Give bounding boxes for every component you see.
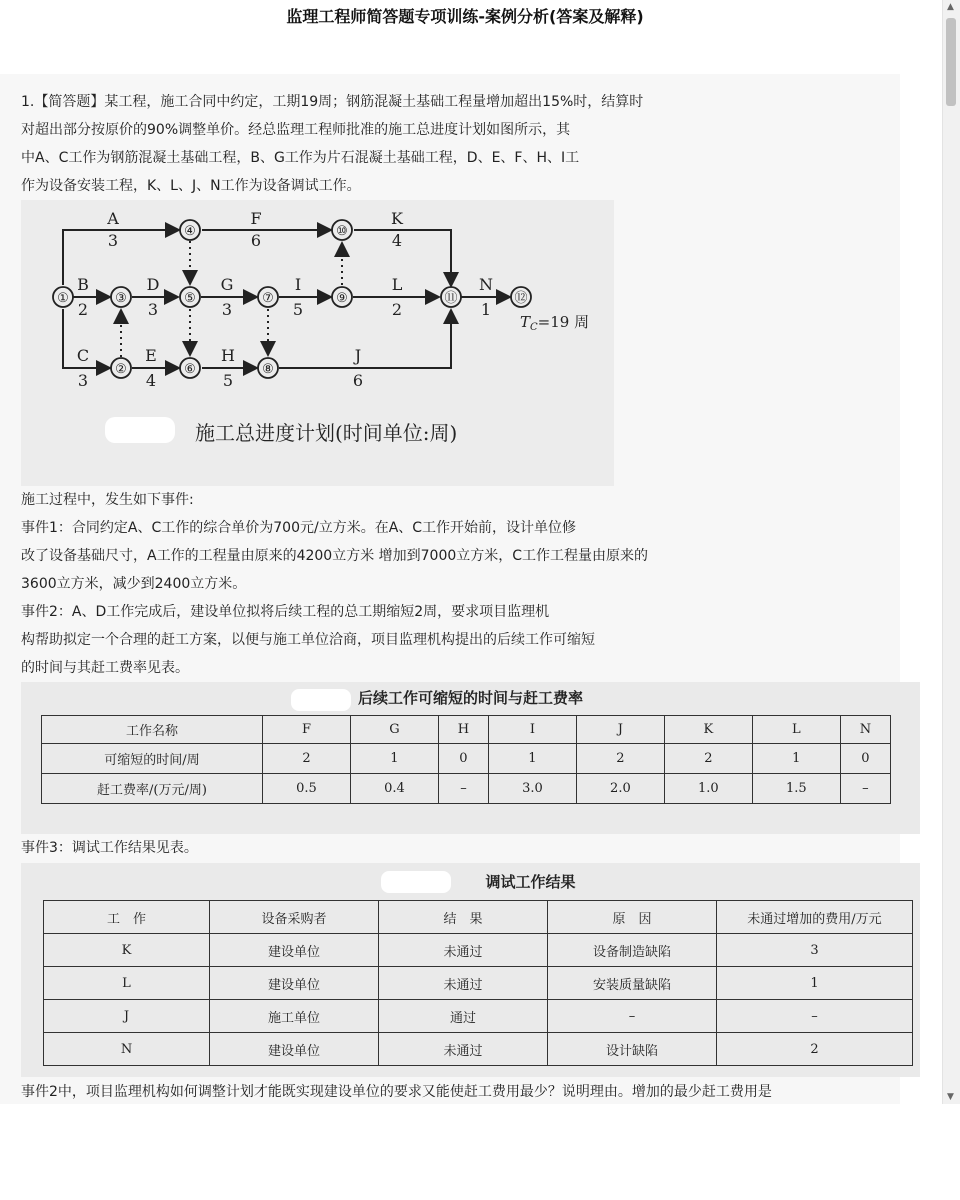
table-cell: 0 xyxy=(840,744,890,774)
crash-cost-table xyxy=(41,715,891,804)
table-cell: 建设单位 xyxy=(210,1033,379,1066)
table-cell: N xyxy=(44,1033,210,1066)
scroll-down-arrow-icon[interactable]: ▼ xyxy=(947,1092,954,1102)
table-cell: 2.0 xyxy=(576,774,664,804)
node-label: ⑦ xyxy=(262,291,274,306)
activity-name: E xyxy=(145,346,157,365)
table-cell: 1.0 xyxy=(664,774,752,804)
table-cell: K xyxy=(44,934,210,967)
table-cell: 1 xyxy=(752,744,840,774)
table-cell: N xyxy=(840,716,890,744)
table-cell: 通过 xyxy=(379,1000,548,1033)
table-cell: F xyxy=(263,716,351,744)
events-line: 事件1：合同约定A、C工作的综合单价为700元/立方米。在A、C工作开始前，设计单位修 xyxy=(21,520,577,536)
activity-name: D xyxy=(146,275,160,294)
table-cell: 2 xyxy=(263,744,351,774)
activity-name: C xyxy=(76,346,90,365)
table-header-cell: 结 果 xyxy=(379,901,548,934)
table-cell: G xyxy=(350,716,438,744)
table-cell: 0 xyxy=(438,744,488,774)
table-cell: H xyxy=(438,716,488,744)
table-cell: – xyxy=(548,1000,717,1033)
vertical-scrollbar[interactable] xyxy=(942,0,960,1104)
events-line: 事件2：A、D工作完成后，建设单位拟将后续工程的总工期缩短2周，要求项目监理机 xyxy=(21,604,550,620)
activity-duration: 4 xyxy=(391,231,403,250)
activity-duration: 5 xyxy=(292,300,304,319)
table-cell: J xyxy=(44,1000,210,1033)
activity-duration: 6 xyxy=(250,231,262,250)
question-prompt-line: 事件2中，项目监理机构如何调整计划才能既实现建设单位的要求又能使赶工费用最少？说明理由。增加的最少赶工费用是 xyxy=(21,1084,772,1100)
activity-name: L xyxy=(391,275,403,294)
activity-duration: 2 xyxy=(77,300,89,319)
table-cell: L xyxy=(44,967,210,1000)
network-diagram-svg xyxy=(21,200,614,486)
node-label: ③ xyxy=(115,291,127,306)
table-cell: 1 xyxy=(350,744,438,774)
table-cell: 0.4 xyxy=(350,774,438,804)
crash-cost-table-figure xyxy=(21,682,920,834)
node-label: ① xyxy=(57,291,69,306)
table-cell: – xyxy=(438,774,488,804)
table-cell: L xyxy=(752,716,840,744)
table-cell: 赶工费率/(万元/周) xyxy=(42,774,263,804)
table-cell: – xyxy=(840,774,890,804)
table-cell: 未通过 xyxy=(379,967,548,1000)
events-line: 的时间与其赶工费率见表。 xyxy=(21,660,189,676)
activity-name: K xyxy=(391,209,403,228)
activity-name: G xyxy=(220,275,234,294)
activity-duration: 6 xyxy=(352,371,364,390)
node-label: ⑪ xyxy=(444,291,458,306)
node-label: ② xyxy=(115,362,127,377)
table-cell: 2 xyxy=(576,744,664,774)
table-cell: – xyxy=(717,1000,913,1033)
table-cell: J xyxy=(576,716,664,744)
question-line: 1.【简答题】某工程，施工合同中约定，工期19周；钢筋混凝土基础工程量增加超出15%时，结算时 xyxy=(21,94,644,110)
table-title: 后续工作可缩短的时间与赶工费率 xyxy=(357,689,583,707)
commissioning-table xyxy=(43,900,913,1066)
table-cell: I xyxy=(488,716,576,744)
table-cell: 2 xyxy=(717,1033,913,1066)
activity-duration: 3 xyxy=(147,300,159,319)
activity-name: H xyxy=(221,346,235,365)
table-cell: 工作名称 xyxy=(42,716,263,744)
table-cell: 未通过 xyxy=(379,1033,548,1066)
activity-name: B xyxy=(77,275,89,294)
question-line: 对超出部分按原价的90%调整单价。经总监理工程师批准的施工总进度计划如图所示，其 xyxy=(21,122,571,138)
table-header-cell: 设备采购者 xyxy=(210,901,379,934)
table-title: 调试工作结果 xyxy=(485,873,576,891)
events-line: 施工过程中，发生如下事件: xyxy=(21,492,194,508)
events-line: 3600立方米，减少到2400立方米。 xyxy=(21,576,247,592)
table-cell: 建设单位 xyxy=(210,934,379,967)
table-cell: K xyxy=(664,716,752,744)
activity-duration: 3 xyxy=(107,231,119,250)
diagram-caption: 施工总进度计划(时间单位:周) xyxy=(195,421,458,445)
arrow-K xyxy=(354,230,451,286)
activity-duration: 3 xyxy=(221,300,233,319)
table-cell: 建设单位 xyxy=(210,967,379,1000)
question-content xyxy=(0,74,900,1104)
activity-name: J xyxy=(354,346,362,365)
table-cell: 未通过 xyxy=(379,934,548,967)
arrow-J xyxy=(279,310,451,368)
network-diagram xyxy=(21,200,614,486)
question-line: 中A、C工作为钢筋混凝土基础工程，B、G工作为片石混凝土基础工程，D、E、F、H、I工 xyxy=(21,150,580,166)
node-label: ⑤ xyxy=(184,291,196,306)
node-label: ⑥ xyxy=(184,362,196,377)
activity-duration: 2 xyxy=(391,300,403,319)
table-cell: 2 xyxy=(664,744,752,774)
activity-name: A xyxy=(107,209,119,228)
table-cell: 1 xyxy=(717,967,913,1000)
node-label: ④ xyxy=(184,224,196,239)
question-line: 作为设备安装工程，K、L、J、N工作为设备调试工作。 xyxy=(21,178,361,194)
table-cell: 0.5 xyxy=(263,774,351,804)
table-cell: 3 xyxy=(717,934,913,967)
table-header-cell: 工 作 xyxy=(44,901,210,934)
table-cell: 设备制造缺陷 xyxy=(548,934,717,967)
events-line: 构帮助拟定一个合理的赶工方案，以便与施工单位洽商，项目监理机构提出的后续工作可缩短 xyxy=(21,632,595,648)
node-label: ⑫ xyxy=(514,291,528,306)
activity-duration: 4 xyxy=(145,371,157,390)
page-title: 监理工程师简答题专项训练-案例分析(答案及解释) xyxy=(286,7,644,26)
table-cell: 1.5 xyxy=(752,774,840,804)
activity-duration: 1 xyxy=(480,300,492,319)
commissioning-table-figure xyxy=(21,863,920,1077)
node-label: ⑩ xyxy=(336,224,348,239)
node-label: ⑨ xyxy=(336,291,348,306)
activity-name: I xyxy=(294,275,302,294)
events-line: 改了设备基础尺寸，A工作的工程量由原来的4200立方米 增加到7000立方米，C工作工程量由原来的 xyxy=(21,548,649,564)
activity-duration: 5 xyxy=(222,371,234,390)
total-duration-label: $T_C=19$ 周 xyxy=(520,313,590,333)
activity-duration: 3 xyxy=(77,371,89,390)
table-cell: 1 xyxy=(488,744,576,774)
activity-name: F xyxy=(250,209,262,228)
table-cell: 施工单位 xyxy=(210,1000,379,1033)
table-header-cell: 未通过增加的费用/万元 xyxy=(717,901,913,934)
node-label: ⑧ xyxy=(262,362,274,377)
event3-line: 事件3：调试工作结果见表。 xyxy=(21,840,198,856)
redaction-blot xyxy=(105,417,175,443)
table-cell: 安装质量缺陷 xyxy=(548,967,717,1000)
table-cell: 3.0 xyxy=(488,774,576,804)
scrollbar-thumb[interactable] xyxy=(946,18,956,106)
activity-name: N xyxy=(479,275,493,294)
table-cell: 可缩短的时间/周 xyxy=(42,744,263,774)
table-header-cell: 原 因 xyxy=(548,901,717,934)
table-cell: 设计缺陷 xyxy=(548,1033,717,1066)
scroll-up-arrow-icon[interactable]: ▲ xyxy=(947,2,954,12)
